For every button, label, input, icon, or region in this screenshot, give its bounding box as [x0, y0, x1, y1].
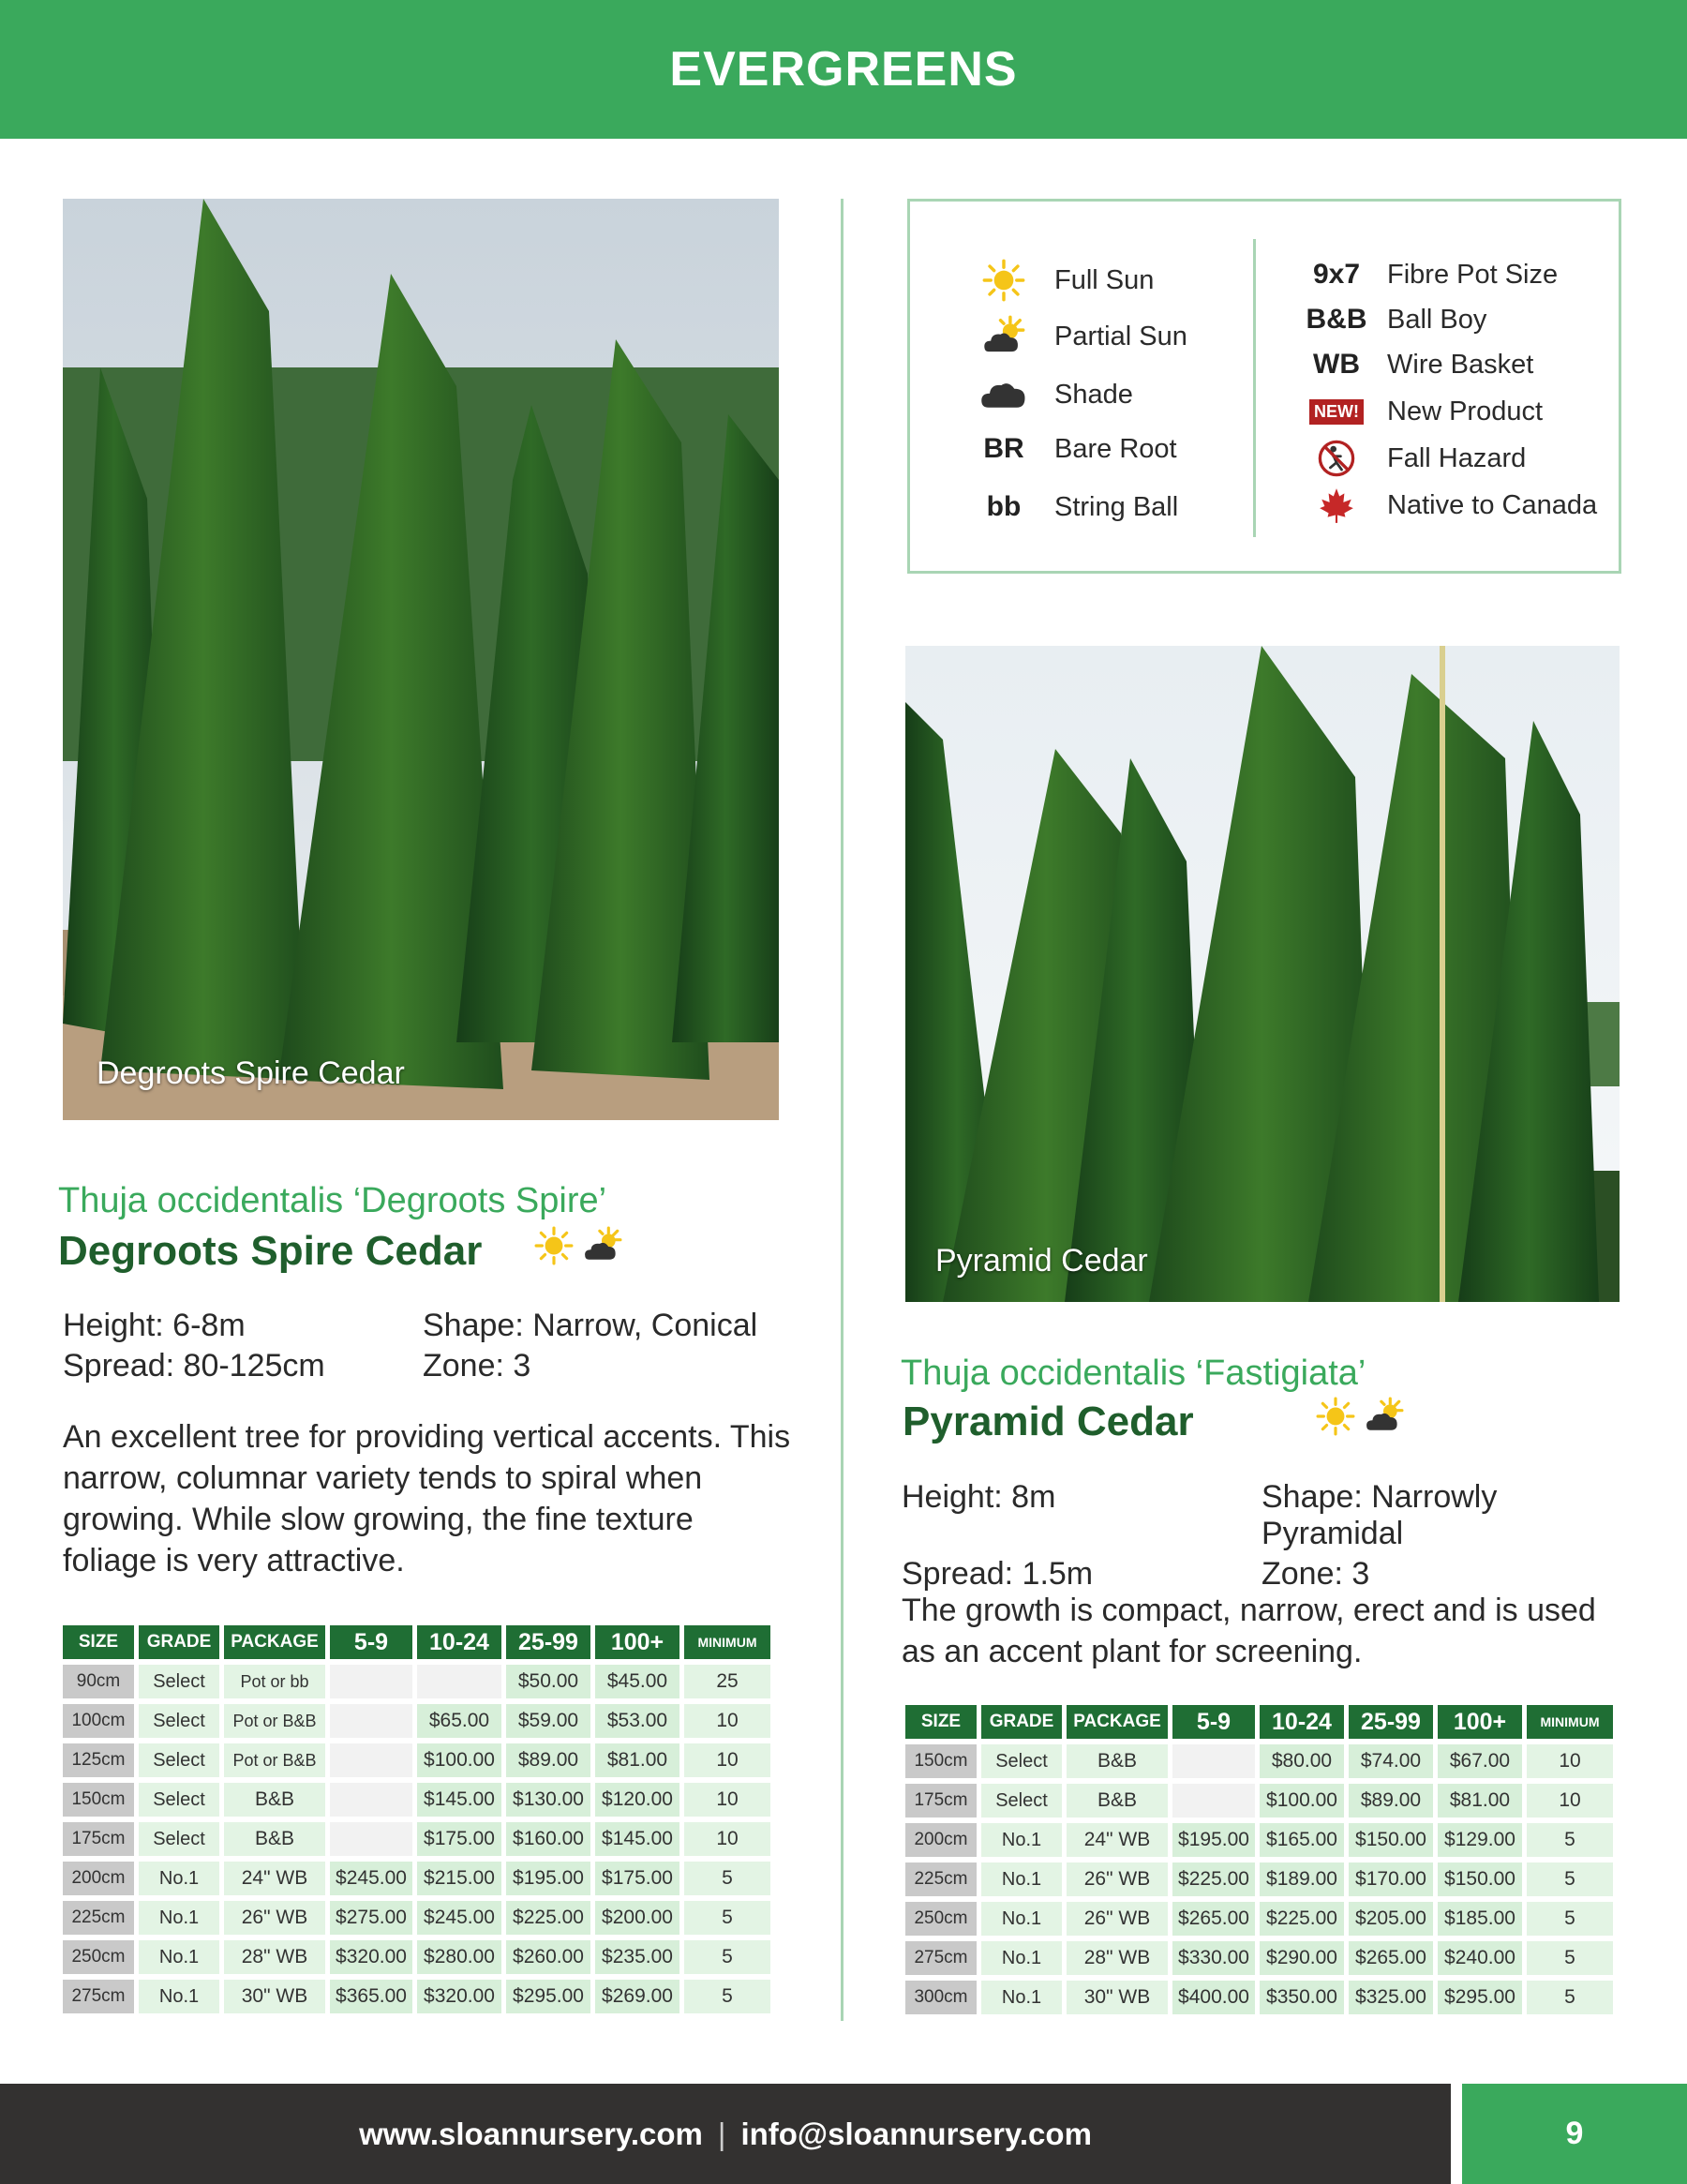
cell-size: 150cm: [905, 1744, 977, 1778]
table-row: [905, 1902, 1613, 1936]
page-title: EVERGREENS: [669, 42, 1018, 97]
cell-price-10-24: $175.00: [417, 1822, 501, 1856]
cell-minimum: 10: [684, 1704, 770, 1738]
cell-price-100-plus: $81.00: [1438, 1784, 1522, 1818]
table-row: [905, 1941, 1613, 1975]
sun-icon: [534, 1226, 574, 1276]
legend-item-ball-boy: B&B Ball Boy: [1299, 299, 1486, 340]
column-header-price-25-99: 25-99: [506, 1625, 590, 1659]
legend-item-fall-hazard: Fall Hazard: [1299, 438, 1526, 479]
cell-price-5-9: $365.00: [330, 1980, 412, 2013]
legend-symbol: 9x7: [1312, 259, 1361, 290]
cell-grade: Select: [139, 1743, 219, 1777]
cell-price-100-plus: $53.00: [595, 1704, 679, 1738]
cell-package: 26" WB: [1067, 1902, 1168, 1936]
spec-spread: Spread: 1.5m: [902, 1556, 1094, 1592]
cell-price-10-24: $145.00: [417, 1783, 501, 1817]
photo-caption: Degroots Spire Cedar: [97, 1055, 405, 1091]
cell-price-100-plus: $240.00: [1438, 1941, 1522, 1975]
cell-price-100-plus: $235.00: [595, 1940, 679, 1974]
cell-price-5-9: $245.00: [330, 1862, 412, 1895]
spec-zone: Zone: 3: [423, 1348, 531, 1384]
column-header-price-5-9: 5-9: [330, 1625, 412, 1659]
cell-price-25-99: $89.00: [506, 1743, 590, 1777]
cell-price-100-plus: $295.00: [1438, 1981, 1522, 2014]
cell-package: B&B: [1067, 1784, 1168, 1818]
cell-grade: No.1: [139, 1940, 219, 1974]
footer-separator: |: [717, 2116, 726, 2151]
column-header-package: PACKAGE: [1067, 1705, 1168, 1739]
product-specs: [63, 1308, 798, 1384]
cell-price-100-plus: $145.00: [595, 1822, 679, 1856]
cell-minimum: 5: [1527, 1941, 1613, 1975]
cell-price-10-24: $65.00: [417, 1704, 501, 1738]
spec-height: Height: 8m: [902, 1479, 1056, 1515]
price-table: [58, 1620, 775, 2019]
spec-height: Height: 6-8m: [63, 1308, 246, 1343]
cell-price-5-9: $330.00: [1172, 1941, 1255, 1975]
cell-price-25-99: $170.00: [1349, 1862, 1433, 1896]
website-link[interactable]: www.sloannursery.com: [359, 2116, 703, 2151]
cell-minimum: 10: [684, 1743, 770, 1777]
cell-size: 175cm: [905, 1784, 977, 1818]
table-row: [63, 1665, 770, 1698]
cell-price-25-99: $325.00: [1349, 1981, 1433, 2014]
table-row: [905, 1784, 1613, 1818]
cell-minimum: 5: [684, 1940, 770, 1974]
spec-spread: Spread: 80-125cm: [63, 1348, 325, 1384]
legend-symbol: bb: [986, 491, 1022, 522]
table-body: [63, 1665, 770, 2013]
cell-price-10-24: $320.00: [417, 1980, 501, 2013]
cell-size: 175cm: [63, 1822, 134, 1856]
new-badge: NEW!: [1309, 399, 1364, 425]
partial-sun-icon: [581, 1226, 624, 1276]
legend-item-native-canada: Native to Canada: [1299, 485, 1597, 526]
cell-minimum: 5: [684, 1980, 770, 2013]
cell-price-25-99: $160.00: [506, 1822, 590, 1856]
column-header-size: SIZE: [905, 1705, 977, 1739]
table-row: [63, 1704, 770, 1738]
cell-minimum: 5: [684, 1862, 770, 1895]
cell-size: 225cm: [63, 1901, 134, 1935]
cell-grade: Select: [139, 1665, 219, 1698]
cell-price-5-9: [1172, 1744, 1255, 1778]
cell-price-10-24: $290.00: [1260, 1941, 1344, 1975]
legend-symbol: WB: [1313, 349, 1360, 380]
cell-grade: No.1: [139, 1862, 219, 1895]
table-row: [63, 1822, 770, 1856]
sun-icon: [1316, 1397, 1355, 1446]
table-header-row: [63, 1625, 770, 1659]
cell-package: 26" WB: [1067, 1862, 1168, 1896]
cell-size: 200cm: [63, 1862, 134, 1895]
cell-price-5-9: $400.00: [1172, 1981, 1255, 2014]
table-row: [905, 1862, 1613, 1896]
cell-grade: Select: [139, 1822, 219, 1856]
cell-grade: No.1: [981, 1862, 1062, 1896]
cell-price-10-24: $165.00: [1260, 1823, 1344, 1857]
cell-price-5-9: [330, 1822, 412, 1856]
cell-price-25-99: $50.00: [506, 1665, 590, 1698]
cell-size: 90cm: [63, 1665, 134, 1698]
page-footer: [0, 2084, 1451, 2184]
cell-price-25-99: $195.00: [506, 1862, 590, 1895]
cell-price-5-9: $195.00: [1172, 1823, 1255, 1857]
cell-package: Pot or B&B: [224, 1704, 325, 1738]
table-row: [905, 1981, 1613, 2014]
product-description: The growth is compact, narrow, erect and is used as an accent plant for screening.: [902, 1593, 1596, 1669]
cell-size: 275cm: [905, 1941, 977, 1975]
legend-symbol: B&B: [1306, 304, 1367, 335]
cell-minimum: 10: [1527, 1784, 1613, 1818]
column-header-grade: GRADE: [139, 1625, 219, 1659]
cell-price-25-99: $74.00: [1349, 1744, 1433, 1778]
table-row: [63, 1901, 770, 1935]
cell-package: 30" WB: [1067, 1981, 1168, 2014]
cell-grade: No.1: [981, 1941, 1062, 1975]
cell-price-100-plus: $175.00: [595, 1862, 679, 1895]
legend-divider: [1253, 239, 1256, 537]
cell-size: 250cm: [63, 1940, 134, 1974]
cell-price-10-24: $189.00: [1260, 1862, 1344, 1896]
cell-package: 28" WB: [224, 1940, 325, 1974]
cell-price-10-24: $215.00: [417, 1862, 501, 1895]
cell-grade: Select: [981, 1744, 1062, 1778]
column-divider: [841, 199, 844, 2021]
column-header-package: PACKAGE: [224, 1625, 325, 1659]
cell-price-5-9: [1172, 1784, 1255, 1818]
cell-price-10-24: $280.00: [417, 1940, 501, 1974]
degroots-spire-cedar-photo: [63, 199, 779, 1120]
cell-price-25-99: $150.00: [1349, 1823, 1433, 1857]
cell-price-10-24: $245.00: [417, 1901, 501, 1935]
email-link[interactable]: info@sloannursery.com: [740, 2116, 1092, 2151]
fall-hazard-icon: [1299, 438, 1374, 479]
cell-size: 150cm: [63, 1783, 134, 1817]
column-header-size: SIZE: [63, 1625, 134, 1659]
table-header-row: [905, 1705, 1613, 1739]
cell-price-10-24: $100.00: [417, 1743, 501, 1777]
spec-zone: Zone: 3: [1262, 1556, 1370, 1592]
cell-size: 225cm: [905, 1862, 977, 1896]
cell-price-5-9: $265.00: [1172, 1902, 1255, 1936]
cell-minimum: 5: [1527, 1902, 1613, 1936]
page-header: [0, 0, 1687, 139]
product-specs: [902, 1479, 1636, 1593]
page-number: 9: [1462, 2084, 1687, 2184]
cell-package: B&B: [1067, 1744, 1168, 1778]
cell-size: 125cm: [63, 1743, 134, 1777]
cell-price-5-9: [330, 1704, 412, 1738]
cell-price-25-99: $225.00: [506, 1901, 590, 1935]
cell-grade: No.1: [981, 1823, 1062, 1857]
cell-minimum: 25: [684, 1665, 770, 1698]
cell-price-25-99: $89.00: [1349, 1784, 1433, 1818]
product-latin-name: Thuja occidentalis ‘Fastigiata’: [901, 1354, 1366, 1393]
cell-size: 200cm: [905, 1823, 977, 1857]
cell-price-10-24: [417, 1665, 501, 1698]
cell-size: 300cm: [905, 1981, 977, 2014]
table-row: [63, 1862, 770, 1895]
product-common-name: Degroots Spire Cedar: [58, 1226, 624, 1276]
cell-size: 275cm: [63, 1980, 134, 2013]
legend-item-full-sun: Full Sun: [966, 260, 1154, 301]
cell-minimum: 5: [1527, 1862, 1613, 1896]
cell-minimum: 10: [1527, 1744, 1613, 1778]
cell-minimum: 10: [684, 1822, 770, 1856]
cell-price-10-24: $80.00: [1260, 1744, 1344, 1778]
cell-size: 100cm: [63, 1704, 134, 1738]
column-header-price-100-plus: 100+: [595, 1625, 679, 1659]
cell-price-5-9: [330, 1743, 412, 1777]
cell-price-25-99: $205.00: [1349, 1902, 1433, 1936]
cell-price-100-plus: $81.00: [595, 1743, 679, 1777]
cell-price-5-9: [330, 1783, 412, 1817]
table-row: [63, 1783, 770, 1817]
cell-price-100-plus: $269.00: [595, 1980, 679, 2013]
cell-price-25-99: $130.00: [506, 1783, 590, 1817]
cell-price-100-plus: $67.00: [1438, 1744, 1522, 1778]
cell-price-25-99: $265.00: [1349, 1941, 1433, 1975]
column-header-price-100-plus: 100+: [1438, 1705, 1522, 1739]
column-header-price-5-9: 5-9: [1172, 1705, 1255, 1739]
cell-minimum: 5: [1527, 1823, 1613, 1857]
cell-price-25-99: $295.00: [506, 1980, 590, 2013]
sun-icon: [966, 259, 1041, 302]
cell-price-25-99: $59.00: [506, 1704, 590, 1738]
cell-minimum: 5: [1527, 1981, 1613, 2014]
legend-item-new-product: NEW! New Product: [1299, 391, 1543, 432]
cell-price-10-24: $100.00: [1260, 1784, 1344, 1818]
cell-price-100-plus: $185.00: [1438, 1902, 1522, 1936]
table-body: [905, 1744, 1613, 2014]
product-latin-name: Thuja occidentalis ‘Degroots Spire’: [58, 1181, 607, 1220]
cell-grade: Select: [139, 1783, 219, 1817]
cell-package: 24" WB: [224, 1862, 325, 1895]
price-table: [901, 1699, 1618, 2020]
column-header-minimum: MINIMUM: [684, 1625, 770, 1659]
spec-shape: Shape: Narrowly Pyramidal: [1262, 1479, 1498, 1551]
cell-price-5-9: $275.00: [330, 1901, 412, 1935]
partial-sun-icon: [1363, 1397, 1406, 1446]
cell-price-10-24: $225.00: [1260, 1902, 1344, 1936]
legend-item-fibre-pot: 9x7 Fibre Pot Size: [1299, 254, 1558, 295]
cell-price-5-9: $320.00: [330, 1940, 412, 1974]
column-header-price-10-24: 10-24: [417, 1625, 501, 1659]
maple-leaf-icon: [1299, 486, 1374, 525]
product-common-name: Pyramid Cedar: [903, 1397, 1406, 1446]
cell-price-100-plus: $200.00: [595, 1901, 679, 1935]
cell-package: Pot or bb: [224, 1665, 325, 1698]
cell-package: Pot or B&B: [224, 1743, 325, 1777]
cell-price-100-plus: $45.00: [595, 1665, 679, 1698]
legend-item-string-ball: bb String Ball: [966, 486, 1178, 528]
legend-box: [907, 199, 1621, 574]
cell-price-100-plus: $129.00: [1438, 1823, 1522, 1857]
cell-package: B&B: [224, 1783, 325, 1817]
cell-price-100-plus: $120.00: [595, 1783, 679, 1817]
partial-sun-icon: [966, 315, 1041, 358]
cell-price-25-99: $260.00: [506, 1940, 590, 1974]
pyramid-cedar-photo: [905, 646, 1620, 1302]
cell-package: 28" WB: [1067, 1941, 1168, 1975]
table-row: [63, 1980, 770, 2013]
legend-item-shade: Shade: [966, 374, 1133, 415]
cell-size: 250cm: [905, 1902, 977, 1936]
legend-item-wire-basket: WB Wire Basket: [1299, 344, 1533, 385]
column-header-price-10-24: 10-24: [1260, 1705, 1344, 1739]
cell-package: B&B: [224, 1822, 325, 1856]
cell-grade: No.1: [981, 1981, 1062, 2014]
cell-grade: No.1: [139, 1980, 219, 2013]
spec-shape: Shape: Narrow, Conical: [423, 1308, 758, 1343]
product-description: An excellent tree for providing vertical accents. This narrow, columnar variety tends to spiral when growing. While slow growing, the fine texture foliage is very attractive.: [63, 1419, 791, 1578]
cell-price-10-24: $350.00: [1260, 1981, 1344, 2014]
table-row: [905, 1823, 1613, 1857]
cloud-icon: [966, 377, 1041, 412]
table-row: [63, 1940, 770, 1974]
cell-price-5-9: $225.00: [1172, 1862, 1255, 1896]
column-header-price-25-99: 25-99: [1349, 1705, 1433, 1739]
column-header-minimum: MINIMUM: [1527, 1705, 1613, 1739]
cell-price-100-plus: $150.00: [1438, 1862, 1522, 1896]
legend-symbol: BR: [983, 433, 1024, 464]
photo-caption: Pyramid Cedar: [935, 1243, 1148, 1279]
cell-grade: No.1: [139, 1901, 219, 1935]
cell-minimum: 10: [684, 1783, 770, 1817]
legend-item-bare-root: BR Bare Root: [966, 428, 1177, 470]
cell-package: 26" WB: [224, 1901, 325, 1935]
cell-grade: No.1: [981, 1902, 1062, 1936]
column-header-grade: GRADE: [981, 1705, 1062, 1739]
cell-package: 30" WB: [224, 1980, 325, 2013]
cell-grade: Select: [981, 1784, 1062, 1818]
cell-package: 24" WB: [1067, 1823, 1168, 1857]
cell-minimum: 5: [684, 1901, 770, 1935]
cell-price-5-9: [330, 1665, 412, 1698]
table-row: [905, 1744, 1613, 1778]
legend-item-partial-sun: Partial Sun: [966, 316, 1187, 357]
table-row: [63, 1743, 770, 1777]
cell-grade: Select: [139, 1704, 219, 1738]
